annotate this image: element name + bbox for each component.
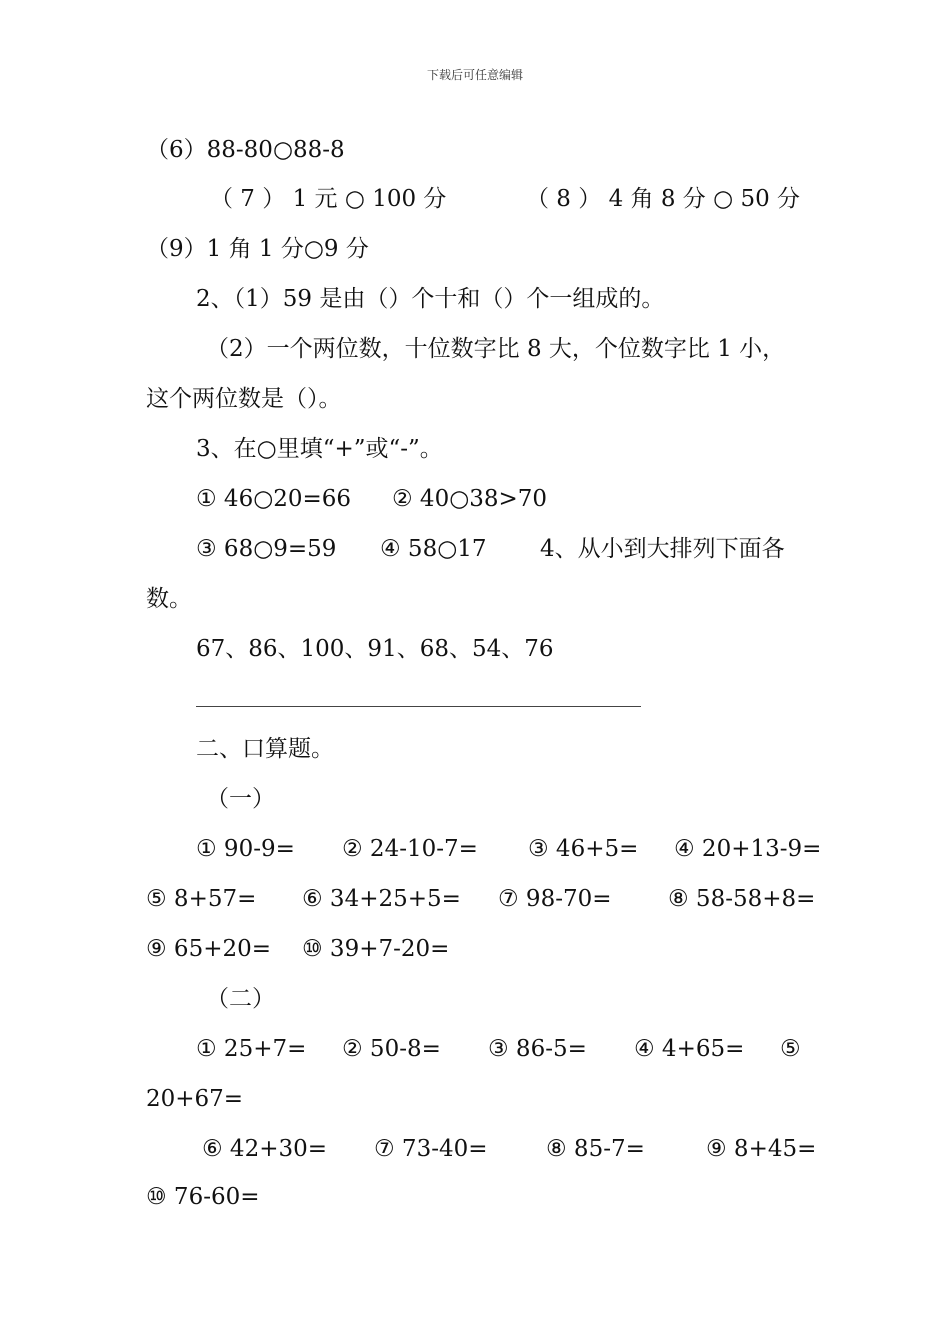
question-2-2: （2）一个两位数，十位数字比 8 大，个位数字比 1 小，: [206, 336, 786, 362]
calc2-4: ④ 4+65=: [634, 1036, 745, 1062]
calc2-1: ① 25+7=: [196, 1036, 307, 1062]
calc-4: ④ 20+13-9=: [674, 836, 822, 862]
q3-item-4: ④ 58○17: [380, 536, 487, 562]
calc-2: ② 24-10-7=: [342, 836, 478, 862]
calc-8: ⑧ 58-58+8=: [668, 886, 816, 912]
question-2-2-cont: 这个两位数是（）。: [146, 386, 342, 412]
q3-item-3: ③ 68○9=59: [196, 536, 337, 562]
section-2-title: 二、口算题。: [196, 736, 334, 762]
line-7: （ 7 ） 1 元 ○ 100 分: [210, 186, 447, 212]
calc-9: ⑨ 65+20=: [146, 936, 272, 962]
calc-3: ③ 46+5=: [528, 836, 639, 862]
calc2-5: 20+67=: [146, 1086, 244, 1112]
question-4-cont: 数。: [146, 586, 192, 612]
line-8: （ 8 ） 4 角 8 分 ○ 50 分: [526, 186, 801, 212]
calc2-9: ⑨ 8+45=: [706, 1136, 817, 1162]
calc2-6: ⑥ 42+30=: [202, 1136, 328, 1162]
calc-5: ⑤ 8+57=: [146, 886, 257, 912]
calc-6: ⑥ 34+25+5=: [302, 886, 461, 912]
calc-10: ⑩ 39+7-20=: [302, 936, 450, 962]
calc2-7: ⑦ 73-40=: [374, 1136, 488, 1162]
question-4: 4、从小到大排列下面各: [540, 536, 785, 562]
number-list: 67、86、100、91、68、54、76: [196, 636, 554, 662]
calc-7: ⑦ 98-70=: [498, 886, 612, 912]
calc-1: ① 90-9=: [196, 836, 295, 862]
line-6: （6）88-80○88-8: [146, 137, 345, 163]
q3-item-2: ② 40○38>70: [392, 486, 548, 512]
answer-line: [196, 706, 641, 707]
question-3: 3、在○里填“+”或“-”。: [196, 436, 443, 462]
page-header: 下载后可任意编辑: [426, 68, 523, 82]
subsection-1: （一）: [206, 786, 275, 812]
question-2-1: 2、（1）59 是由（）个十和（）个一组成的。: [196, 286, 665, 312]
calc2-8: ⑧ 85-7=: [546, 1136, 645, 1162]
calc2-3: ③ 86-5=: [488, 1036, 587, 1062]
calc2-10: ⑩ 76-60=: [146, 1184, 260, 1210]
line-9: （9）1 角 1 分○9 分: [146, 236, 369, 262]
q3-item-1: ① 46○20=66: [196, 486, 352, 512]
subsection-2: （二）: [206, 986, 275, 1012]
calc2-2: ② 50-8=: [342, 1036, 441, 1062]
calc2-5-label: ⑤: [780, 1036, 801, 1062]
